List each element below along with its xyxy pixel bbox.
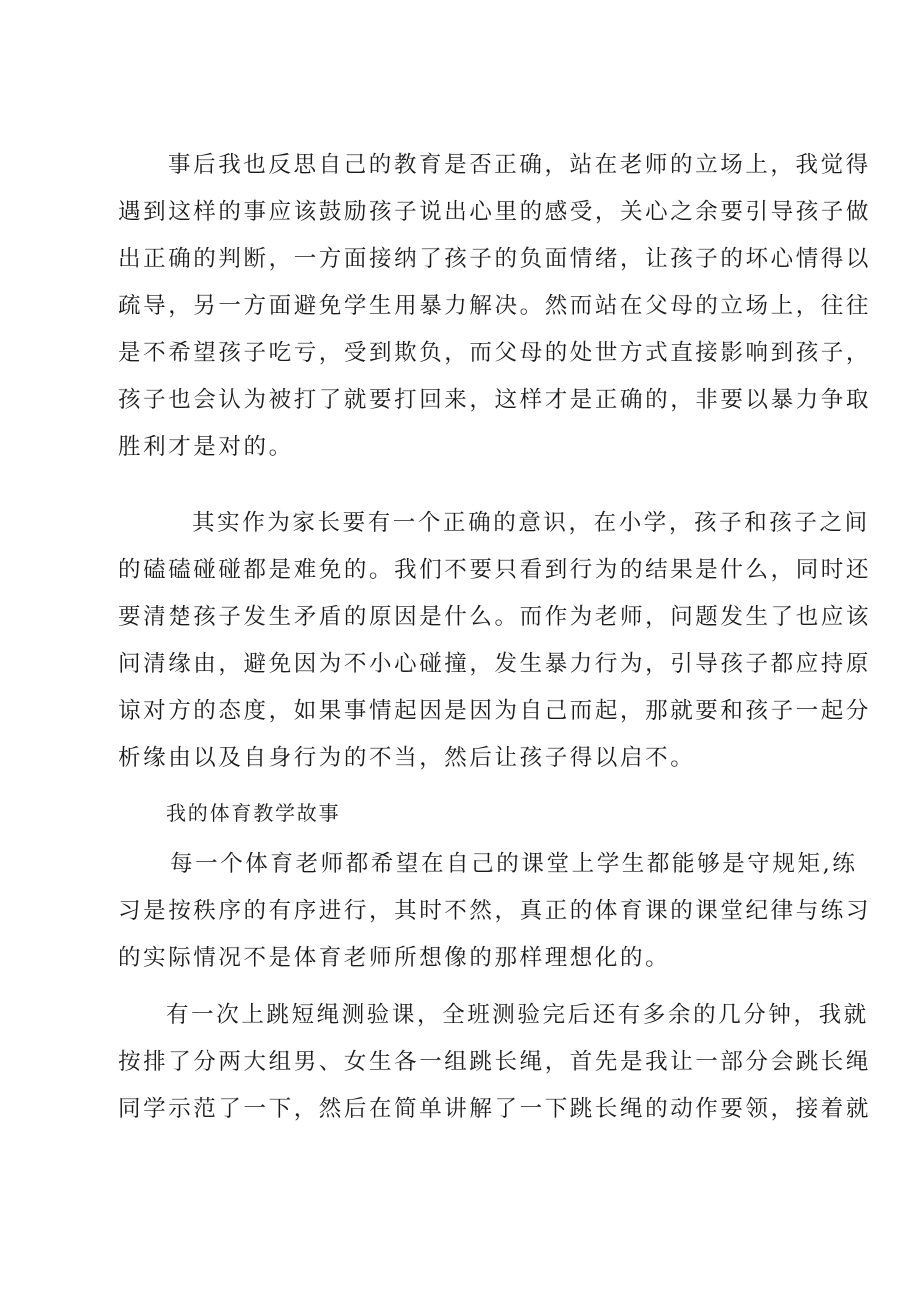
paragraph-4-line-3: 同学示范了一下，然后在简单讲解了一下跳长绳的动作要领，接着就 bbox=[118, 1096, 872, 1122]
paragraph-1-line-4: 疏导，另一方面避免学生用暴力解决。然而站在父母的立场上，往往 bbox=[118, 293, 872, 319]
paragraph-4-line-1: 有一次上跳短绳测验课，全班测验完后还有多余的几分钟，我就 bbox=[166, 1002, 869, 1028]
paragraph-3-line-1: 每一个体育老师都希望在自己的课堂上学生都能够是守规矩,练 bbox=[170, 851, 858, 877]
paragraph-4-line-2: 按排了分两大组男、女生各一组跳长绳，首先是我让一部分会跳长绳 bbox=[118, 1049, 872, 1075]
paragraph-1-line-5: 是不希望孩子吃亏，受到欺负，而父母的处世方式直接影响到孩子， bbox=[118, 340, 872, 366]
paragraph-1-line-6: 孩子也会认为被打了就要打回来，这样才是正确的，非要以暴力争取 bbox=[118, 387, 872, 413]
paragraph-1-line-1: 事后我也反思自己的教育是否正确，站在老师的立场上，我觉得 bbox=[168, 152, 871, 178]
paragraph-2-line-5: 谅对方的态度，如果事情起因是因为自己而起，那就要和孩子一起分 bbox=[118, 698, 872, 724]
paragraph-3-line-3: 的实际情况不是体育老师所想像的那样理想化的。 bbox=[118, 945, 671, 971]
section-heading: 我的体育教学故事 bbox=[166, 801, 341, 825]
paragraph-2-line-1: 其实作为家长要有一个正确的意识，在小学，孩子和孩子之间 bbox=[192, 510, 870, 536]
paragraph-2-line-2: 的磕磕碰碰都是难免的。我们不要只看到行为的结果是什么，同时还 bbox=[118, 557, 872, 583]
paragraph-3-line-2: 习是按秩序的有序进行，其时不然，真正的体育课的课堂纪律与练习 bbox=[118, 898, 872, 924]
paragraph-1-line-2: 遇到这样的事应该鼓励孩子说出心里的感受，关心之余要引导孩子做 bbox=[118, 199, 872, 225]
paragraph-2-line-4: 问清缘由，避免因为不小心碰撞，发生暴力行为，引导孩子都应持原 bbox=[118, 651, 872, 677]
paragraph-2-line-6: 析缘由以及自身行为的不当，然后让孩子得以启不。 bbox=[118, 745, 696, 771]
paragraph-1-line-3: 出正确的判断，一方面接纳了孩子的负面情绪，让孩子的坏心情得以 bbox=[118, 246, 872, 272]
paragraph-2-line-3: 要清楚孩子发生矛盾的原因是什么。而作为老师，问题发生了也应该 bbox=[118, 604, 872, 630]
paragraph-1-line-7: 胜利才是对的。 bbox=[118, 434, 294, 460]
